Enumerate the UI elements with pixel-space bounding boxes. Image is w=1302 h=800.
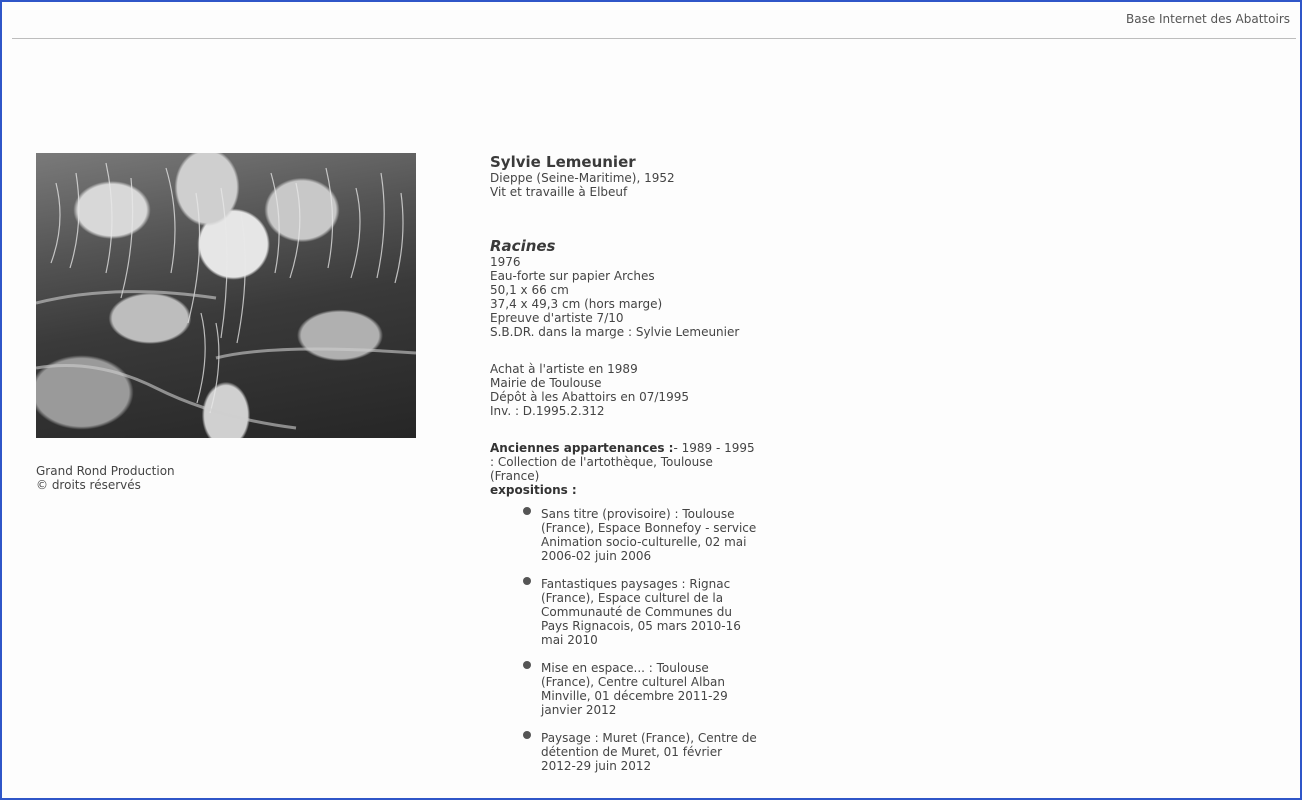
work-title: Racines [490, 237, 556, 255]
provenance-label: Anciennes appartenances : [490, 441, 674, 455]
artist-name: Sylvie Lemeunier [490, 153, 636, 171]
list-item [541, 507, 760, 563]
list-item [541, 731, 760, 773]
work-dimensions: 50,1 x 66 cm [490, 283, 569, 297]
exposition-text: Fantastiques paysages : Rignac (France), Espace culturel de la Communauté de Communes du Pays Rignacois, 05 mars 2010-16 mai 2010 [541, 577, 741, 647]
bullet-icon [523, 577, 531, 585]
bullet-icon [523, 507, 531, 515]
header-divider [12, 38, 1296, 39]
artist-birth: Dieppe (Seine-Maritime), 1952 [490, 171, 675, 185]
expositions-label: expositions : [490, 483, 577, 497]
provenance-block [490, 441, 760, 497]
expositions-list [490, 507, 760, 773]
copyright-notice: © droits réservés [36, 478, 141, 492]
bullet-icon [523, 731, 531, 739]
work-edition: Epreuve d'artiste 7/10 [490, 311, 624, 325]
list-item [541, 661, 760, 717]
site-title: Base Internet des Abattoirs [1125, 12, 1290, 26]
list-item [541, 577, 760, 647]
exposition-text: Sans titre (provisoire) : Toulouse (France), Espace Bonnefoy - service Animation socio-culturelle, 02 mai 2006-02 juin 2006 [541, 507, 757, 563]
artist-residence: Vit et travaille à Elbeuf [490, 185, 628, 199]
work-year: 1976 [490, 255, 521, 269]
exposition-text: Paysage : Muret (France), Centre de détention de Muret, 01 février 2012-29 juin 2012 [541, 731, 757, 773]
acquisition-info: Achat à l'artiste en 1989 [490, 362, 638, 376]
photo-credit: Grand Rond Production [36, 464, 175, 478]
work-technique: Eau-forte sur papier Arches [490, 269, 655, 283]
acquisition-block [490, 362, 760, 418]
owner-info: Mairie de Toulouse [490, 376, 602, 390]
inventory-number: Inv. : D.1995.2.312 [490, 404, 605, 418]
exposition-text: Mise en espace... : Toulouse (France), Centre culturel Alban Minville, 01 décembre 2011-29 janvier 2012 [541, 661, 728, 717]
work-image-dimensions: 37,4 x 49,3 cm (hors marge) [490, 297, 663, 311]
artwork-image [36, 153, 416, 438]
artwork-details [490, 153, 760, 787]
artwork-texture [36, 153, 416, 438]
image-credit [36, 464, 175, 492]
bullet-icon [523, 661, 531, 669]
deposit-info: Dépôt à les Abattoirs en 07/1995 [490, 390, 689, 404]
work-signature: S.B.DR. dans la marge : Sylvie Lemeunier [490, 325, 740, 339]
provenance-text: - 1989 - 1995 : Collection de l'artothèque, Toulouse (France) [490, 441, 755, 483]
